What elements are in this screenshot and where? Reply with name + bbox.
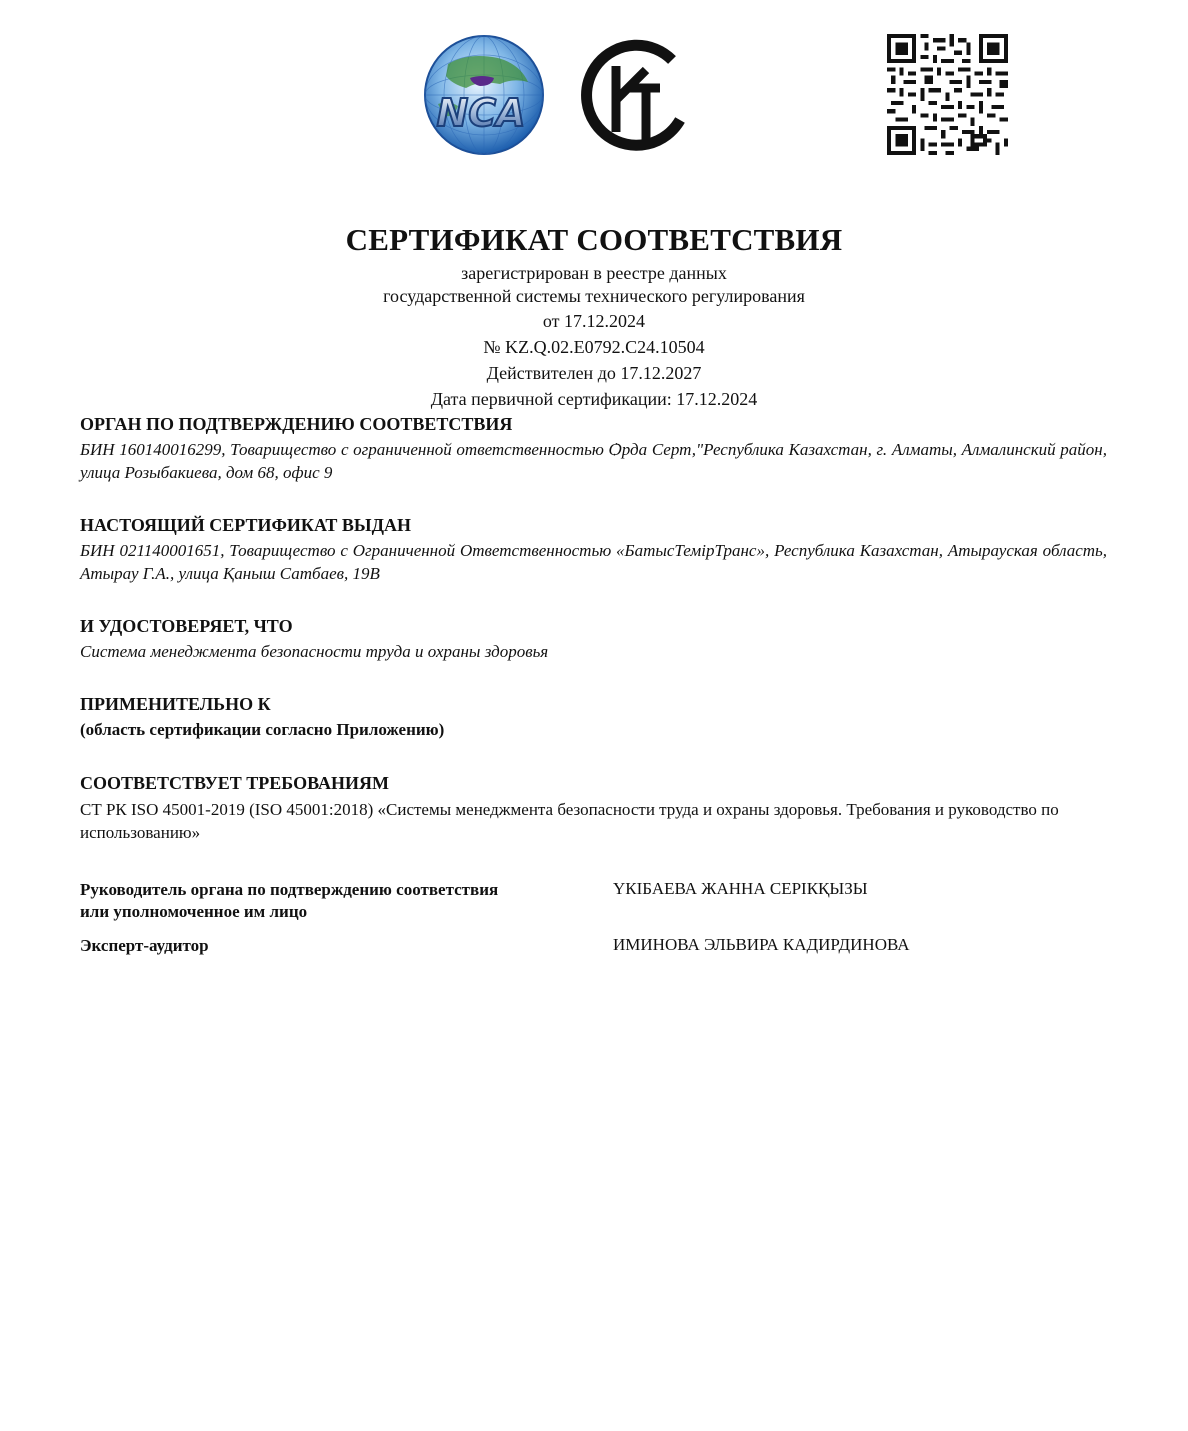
- section-heading: ОРГАН ПО ПОДТВЕРЖДЕНИЮ СООТВЕТСТВИЯ: [80, 414, 513, 434]
- section-certification-body: [80, 414, 1107, 484]
- auditor-role: Эксперт-аудитор: [80, 936, 209, 955]
- section-text: БИН 160140016299, Товарищество с ограниченной ответственностью Ѻрда Серт,"Республика Казахстан, г. Алматы, Алмалинский район, улица Розыбакиева, дом 68, офис 9: [80, 440, 1107, 482]
- section-heading: И УДОСТОВЕРЯЕТ, ЧТО: [80, 616, 293, 636]
- certificate-title: СЕРТИФИКАТ СООТВЕТСТВИЯ: [345, 222, 843, 257]
- svg-text:NCA: NCA: [436, 91, 526, 135]
- head-name: ҮКІБАЕВА ЖАННА СЕРІКҚЫЗЫ: [613, 879, 868, 898]
- section-text: БИН 021140001651, Товарищество с Ограниченной Ответственностью «БатысТемірТранс», Республика Казахстан, Атырауская область, Атырау Г.А., улица Қаныш Сатбаев, 19В: [80, 541, 1107, 583]
- section-applies-to: [80, 694, 1107, 740]
- kt-logo: [576, 36, 688, 154]
- valid-until: Действителен до 17.12.2027: [486, 363, 702, 383]
- registration-date: от 17.12.2024: [542, 311, 646, 331]
- head-role: Руководитель органа по подтверждению соответствия или уполномоченное им лицо: [80, 880, 499, 921]
- section-heading: СООТВЕТСТВУЕТ ТРЕБОВАНИЯМ: [80, 773, 389, 793]
- section-text: (область сертификации согласно Приложению): [80, 720, 445, 739]
- qr-code: [887, 34, 1008, 155]
- section-text: СТ РК ISO 45001-2019 (ISO 45001:2018) «Системы менеджмента безопасности труда и охраны здоровья. Требования и руководство по использованию»: [80, 800, 1059, 842]
- section-text: Система менеджмента безопасности труда и охраны здоровья: [80, 642, 549, 661]
- initial-certification-date: Дата первичной сертификации: 17.12.2024: [430, 389, 758, 409]
- registry-line-1: зарегистрирован в реестре данных: [461, 263, 727, 283]
- section-issued-to: [80, 515, 1107, 585]
- certificate-number: № KZ.Q.02.E0792.C24.10504: [483, 337, 705, 357]
- auditor-name: ИМИНОВА ЭЛЬВИРА КАДИРДИНОВА: [613, 935, 910, 954]
- section-certifies: [80, 616, 1107, 663]
- section-complies-with: [80, 773, 1107, 844]
- section-heading: НАСТОЯЩИЙ СЕРТИФИКАТ ВЫДАН: [80, 515, 411, 535]
- registry-line-2: государственной системы технического регулирования: [383, 286, 805, 306]
- nca-logo: [408, 34, 554, 156]
- section-heading: ПРИМЕНИТЕЛЬНО К: [80, 694, 271, 714]
